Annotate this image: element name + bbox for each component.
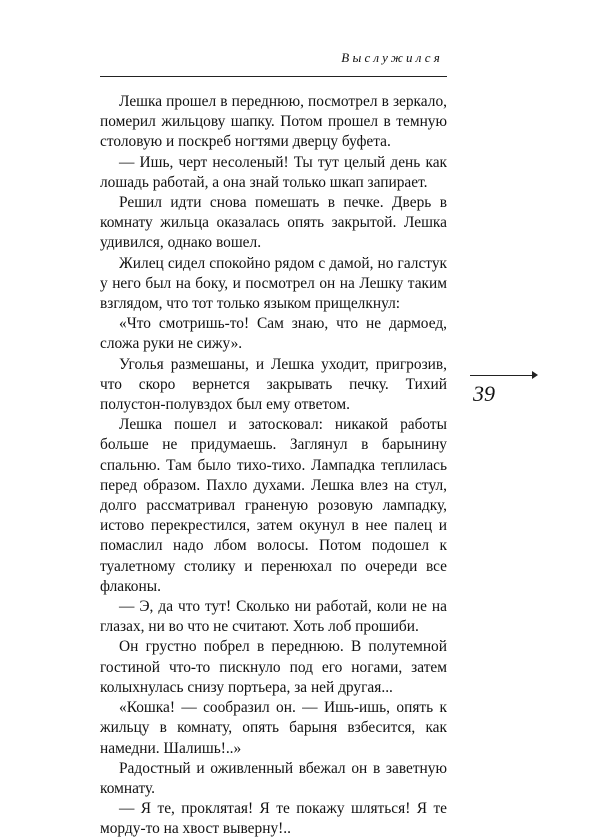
- paragraph: Радостный и оживленный вбежал он в заветную комнату.: [100, 759, 447, 797]
- paragraph: Жилец сидел спокойно рядом с дамой, но галстук у него был на боку, и посмотрел он на Лешку таким взглядом, что тот только языком прищелкнул:: [100, 254, 447, 313]
- folio-arrow-icon: [532, 371, 538, 379]
- running-head: Выслужился: [341, 50, 443, 65]
- paragraph: — Ишь, черт несоленый! Ты тут целый день как лошадь работай, а она знай только шкап запирает.: [100, 153, 447, 191]
- folio-line: [470, 375, 534, 376]
- paragraph: Лешка прошел в переднюю, посмотрел в зеркало, померил жильцову шапку. Потом прошел в темную столовую и поскреб ногтями дверцу буфета.: [100, 93, 447, 151]
- header-rule: [100, 76, 447, 77]
- paragraph: Он грустно побрел в переднюю. В полутемной гостиной что-то пискнуло под его ногами, затем колыхнулась снизу портьера, за ней другая...: [100, 638, 447, 696]
- paragraph: Уголья размешаны, и Лешка уходит, пригрозив, что скоро вернется закрывать печку. Тихий полустон-полувздох был ему ответом.: [100, 355, 447, 414]
- paragraph: — Я те, проклятая! Я те покажу шляться! Я те морду-то на хвост выверну!..: [100, 800, 447, 838]
- body-text: [100, 92, 447, 840]
- paragraph: «Что смотришь-то! Сам знаю, что не дармоед, сложа руки не сижу».: [100, 315, 447, 353]
- paragraph: «Кошка! — сообразил он. — Ишь-ишь, опять к жильцу в комнату, опять барыня взбесится, как намедни. Шалишь!..»: [100, 699, 447, 757]
- paragraph: Решил идти снова помешать в печке. Дверь в комнату жильца оказалась опять закрытой. Лешка удивился, однако вошел.: [100, 194, 447, 252]
- page-number: 39: [473, 381, 495, 406]
- paragraph: — Э, да что тут! Сколько ни работай, коли не на глазах, ни во что не считают. Хоть лоб прошиби.: [100, 598, 447, 636]
- paragraph: Лешка пошел и затосковал: никакой работы больше не придумаешь. Заглянул в барынину спальню. Там было тихо-тихо. Лампадка теплилась перед образом. Пахло духами. Лешка влез на стул, долго рассматривал граненую розовую лампадку, истово перекрестился, затем окунул в нее палец и помаслил надо лбом волосы. Потом подошел к туалетному столику и перенюхал по очереди все флаконы.: [100, 416, 447, 595]
